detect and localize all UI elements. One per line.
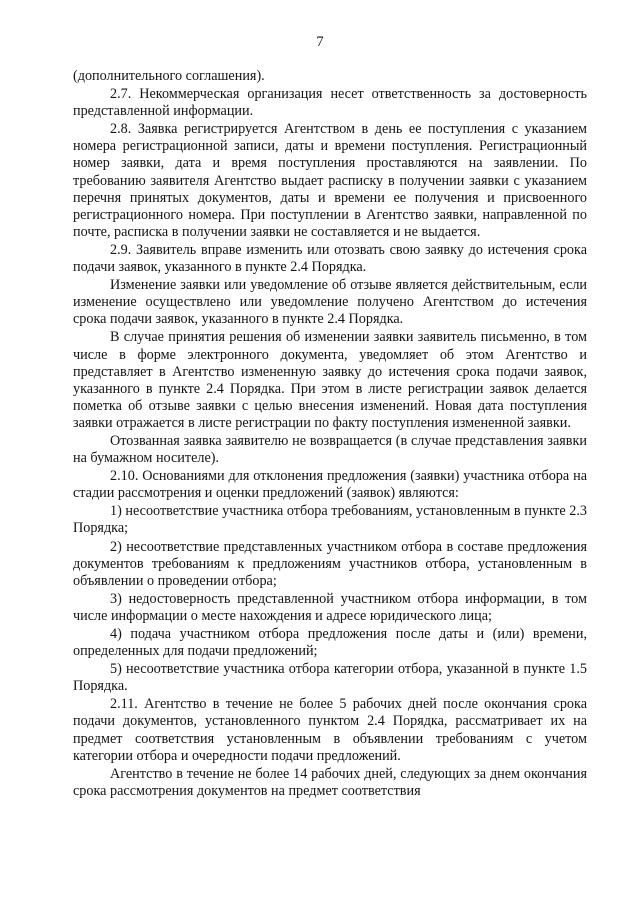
paragraph: 2.8. Заявка регистрируется Агентством в день ее поступления с указанием номера регистрационной записи, даты и времени поступления. Регистрационный номер заявки, дата и время поступления проставляются на заявлении. По требованию заявителя Агентство выдает расписку в получении заявки с указанием перечня принятых документов, даты и времени ее получения и присвоенного регистрационного номера. При поступлении в Агентство заявки, направленной по почте, расписка в получении заявки не составляется и не выдается. bbox=[73, 121, 587, 240]
paragraph: 2.10. Основаниями для отклонения предложения (заявки) участника отбора на стадии рассмотрения и оценки предложений (заявок) являются: bbox=[73, 468, 587, 502]
paragraph: 4) подача участником отбора предложения после даты и (или) времени, определенных для подачи предложений; bbox=[73, 626, 587, 660]
paragraph: 2.9. Заявитель вправе изменить или отозвать свою заявку до истечения срока подачи заявок, указанного в пункте 2.4 Порядка. bbox=[73, 241, 587, 276]
paragraph: Агентство в течение не более 14 рабочих дней, следующих за днем окончания срока рассмотрения документов на предмет соответствия bbox=[73, 765, 587, 799]
paragraph: 1) несоответствие участника отбора требованиям, установленным в пункте 2.3 Порядка; bbox=[73, 503, 587, 537]
paragraph: 2.11. Агентство в течение не более 5 рабочих дней после окончания срока подачи документов, установленного пунктом 2.4 Порядка, рассматривает их на предмет соответствия установленным в объявлении требованиям с учетом категории отбора и очередности подачи предложений. bbox=[73, 696, 587, 764]
paragraph: 5) несоответствие участника отбора категории отбора, указанной в пункте 1.5 Порядка. bbox=[73, 661, 587, 695]
paragraph: Отозванная заявка заявителю не возвращается (в случае представления заявки на бумажном носителе). bbox=[73, 432, 587, 467]
paragraph: В случае принятия решения об изменении заявки заявитель письменно, в том числе в форме электронного документа, уведомляет об этом Агентство и представляет в Агентство измененную заявку до истечения срока подачи заявок, указанного в пункте 2.4 Порядка. При этом в листе регистрации заявок делается пометка об отзыве заявки с целью внесения изменений. Новая дата поступления заявки отражается в листе регистрации по факту поступления измененной заявки. bbox=[73, 329, 587, 431]
paragraph: (дополнительного соглашения). bbox=[73, 68, 265, 84]
paragraph: 3) недостоверность представленной участником отбора информации, в том числе информации о месте нахождения и адресе юридического лица; bbox=[73, 590, 587, 624]
paragraph: Изменение заявки или уведомление об отзыве является действительным, если изменение осуществлено или уведомление получено Агентством до истечения срока подачи заявок, указанного в пункте 2.4 Порядка. bbox=[73, 277, 587, 328]
paragraph: 2.7. Некоммерческая организация несет ответственность за достоверность представленной информации. bbox=[73, 86, 587, 120]
paragraph: 2) несоответствие представленных участником отбора в составе предложения документов требованиям к предложениям участников отбора, установленным в объявлении о проведении отбора; bbox=[73, 538, 587, 589]
document-body bbox=[73, 68, 587, 800]
page-number: 7 bbox=[316, 34, 324, 50]
